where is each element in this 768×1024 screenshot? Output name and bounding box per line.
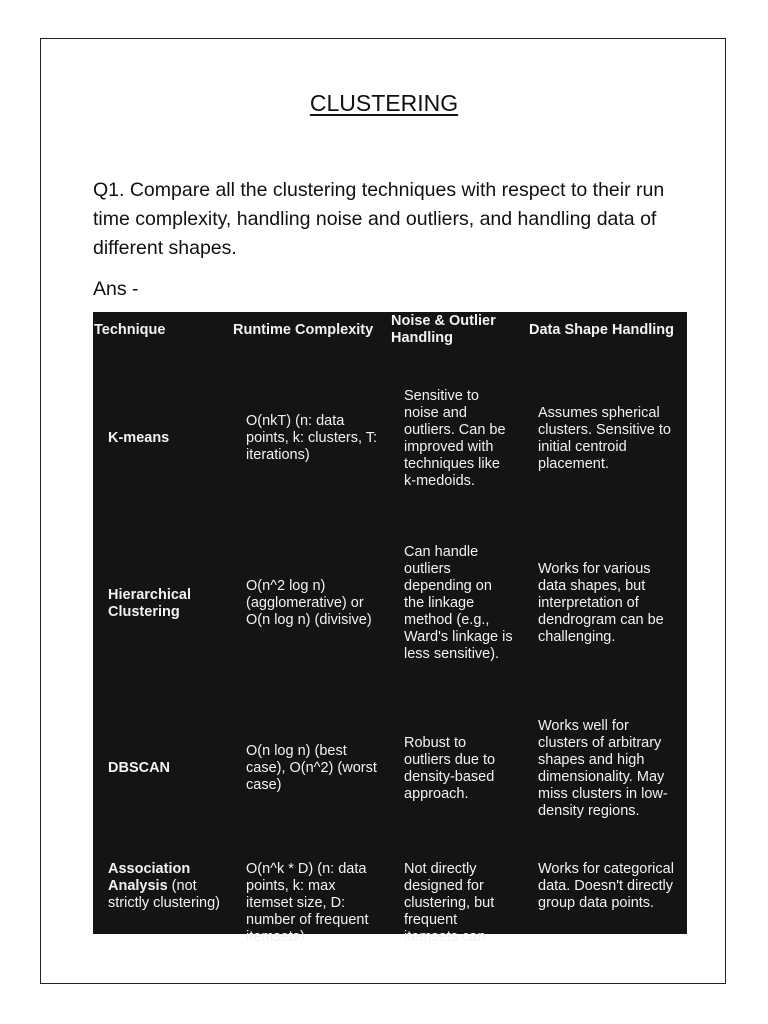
table-row xyxy=(93,686,687,851)
shape-cell: Works for various data shapes, but interpretation of dendrogram can be challenging. xyxy=(538,561,664,645)
table-row xyxy=(93,851,687,951)
question-text: Q1. Compare all the clustering techniques with respect to their run time complexity, handling noise and outliers, and handling data of different shapes. xyxy=(93,179,665,259)
answer-label: Ans - xyxy=(93,278,139,300)
technique-note: (not strictly clustering) xyxy=(108,878,220,911)
technique-cell xyxy=(93,348,230,521)
comparison-table xyxy=(93,312,687,945)
header-shape: Data Shape Handling xyxy=(529,321,675,338)
runtime-cell: O(n^k * D) (n: data points, k: max itemset size, D: number of frequent itemsets) xyxy=(246,861,369,945)
table-row xyxy=(93,521,687,686)
shape-cell: Assumes spherical clusters. Sensitive to initial centroid placement. xyxy=(538,404,671,472)
header-noise: Noise & Outlier Handling xyxy=(391,313,496,346)
technique-cell xyxy=(93,851,230,951)
header-technique: Technique xyxy=(94,321,166,338)
shape-cell: Works for categorical data. Doesn't directly group data points. xyxy=(538,861,674,911)
document-title: CLUSTERING xyxy=(309,90,459,116)
table-row xyxy=(93,348,687,521)
runtime-cell: O(n^2 log n) (agglomerative) or O(n log n) (divisive) xyxy=(246,578,372,628)
technique-cell xyxy=(93,521,230,686)
noise-cell: Robust to outliers due to density-based approach. xyxy=(404,734,496,802)
noise-cell: Not directly designed for clustering, but frequent itemsets can xyxy=(404,861,495,945)
noise-cell: Sensitive to noise and outliers. Can be improved with techniques like k-medoids. xyxy=(404,387,506,489)
header-runtime: Runtime Complexity xyxy=(233,321,374,338)
technique-name: K-means xyxy=(108,430,170,446)
noise-cell: Can handle outliers depending on the linkage method (e.g., Ward's linkage is less sensitive). xyxy=(404,544,513,662)
technique-name: DBSCAN xyxy=(108,760,171,776)
runtime-cell: O(n log n) (best case), O(n^2) (worst case) xyxy=(246,743,377,793)
technique-name: Hierarchical Clustering xyxy=(108,586,192,620)
table-header-row xyxy=(93,312,687,348)
technique-name: Association Analysis xyxy=(108,861,191,894)
shape-cell: Works well for clusters of arbitrary shapes and high dimensionality. May miss clusters in low-density regions. xyxy=(538,717,668,819)
technique-cell xyxy=(93,686,230,851)
runtime-cell: O(nkT) (n: data points, k: clusters, T: iterations) xyxy=(246,413,378,463)
